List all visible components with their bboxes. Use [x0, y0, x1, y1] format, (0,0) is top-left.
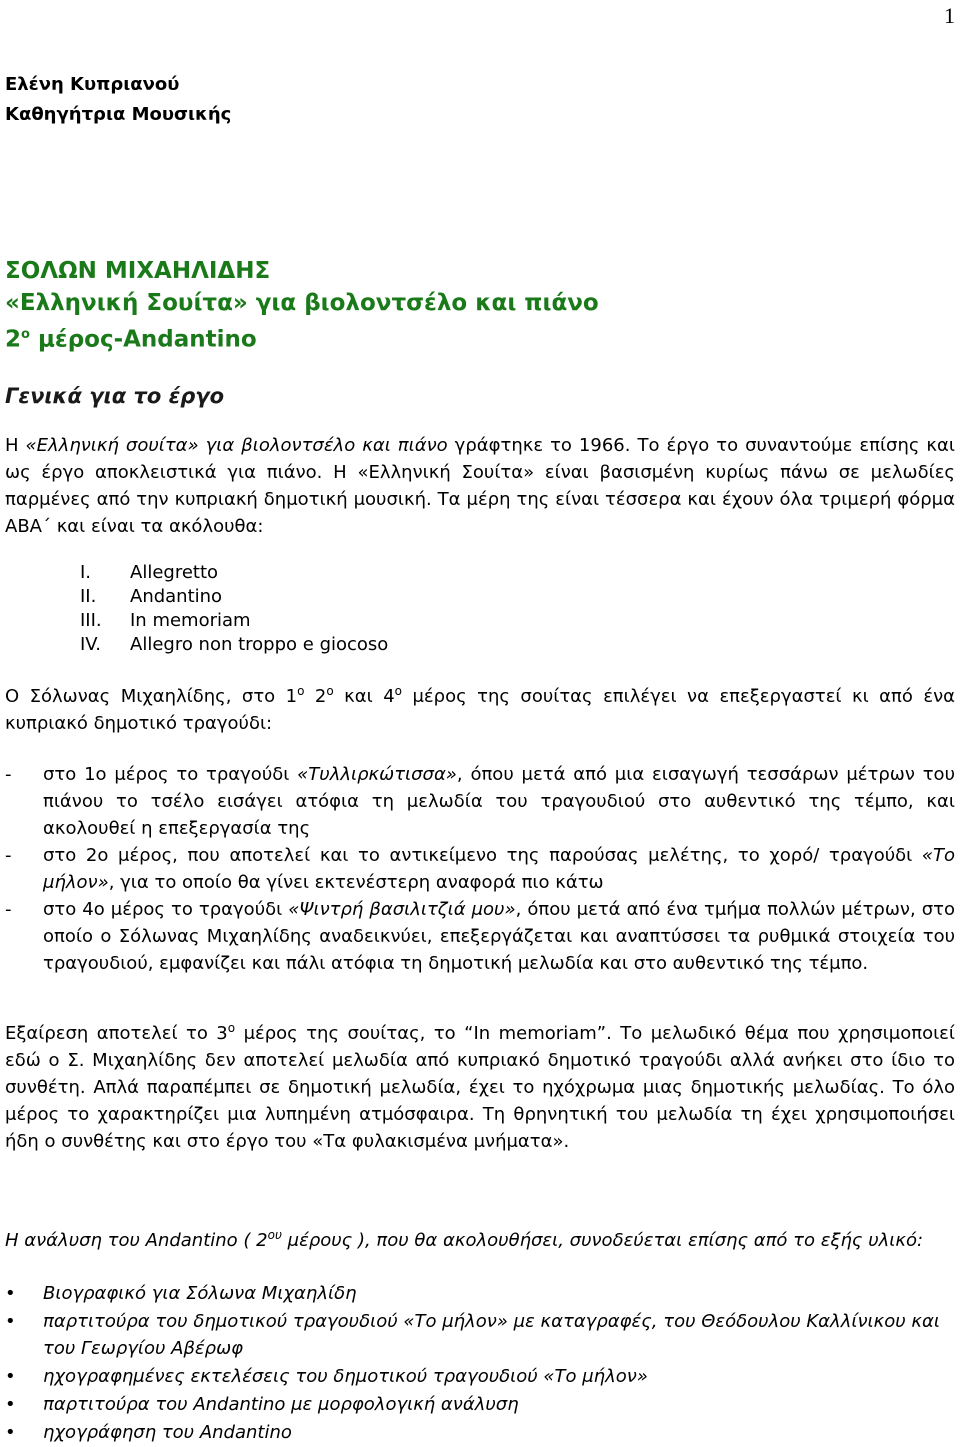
movement-name: Allegretto: [130, 562, 219, 583]
movement-name: Andantino: [130, 586, 223, 607]
author-name: Ελένη Κυπριανού: [5, 74, 180, 95]
dash-item: [5, 761, 955, 842]
intro-paragraph: [5, 432, 955, 540]
bullet-text: ηχογραφημένες εκτελέσεις του δημοτικού τραγουδιού «Το μήλον»: [43, 1366, 648, 1387]
dash-text: , για το οποίο θα γίνει εκτενέστερη αναφορά πιο κάτω: [108, 872, 604, 893]
intro-text-italic: «Ελληνική σουίτα» για βιολοντσέλο και πιάνο: [25, 435, 448, 456]
para3-sup: ο: [227, 1021, 236, 1035]
song-title: «Το μήλον»: [43, 845, 955, 893]
title-movement-sup: ο: [21, 327, 30, 342]
songs-intro-paragraph: [5, 683, 955, 737]
movement-item: [80, 609, 388, 633]
title-block: [5, 255, 599, 356]
bullet-marker: •: [5, 1422, 16, 1443]
title-composer: ΣΟΛΩΝ ΜΙΧΑΗΛΙΔΗΣ: [5, 258, 271, 284]
in-memoriam-paragraph: [5, 1020, 955, 1155]
dash-item: [5, 842, 955, 896]
title-movement-number: 2: [5, 326, 22, 353]
title-movement-name: μέρος-Andantino: [29, 326, 257, 353]
bullet-text: Βιογραφικό για Σόλωνα Μιχαηλίδη: [43, 1283, 357, 1304]
dash-item-text: [43, 761, 955, 842]
page-number: 1: [944, 3, 955, 28]
para2-text: Ο Σόλωνας Μιχαηλίδης, στο 1: [5, 686, 298, 707]
intro-text-a: Η: [5, 435, 26, 456]
dash-text: στο 2ο μέρος, που αποτελεί και το αντικείμενο της παρούσας μελέτης, το χορό/ τραγούδι: [43, 845, 922, 866]
para2-text: 2: [304, 686, 327, 707]
movement-number: I.: [80, 562, 92, 583]
materials-bullet-list: [5, 1280, 955, 1447]
para2-sup: ο: [326, 684, 334, 698]
bullet-text: ηχογράφηση του Andantino: [43, 1422, 292, 1443]
dash-marker: -: [5, 764, 12, 785]
movement-item: [80, 561, 388, 585]
dash-text: , όπου μετά από μια εισαγωγή τεσσάρων μέτρων του πιάνου το τσέλο εισάγει ατόφια τη μελωδία του τραγουδιού στο αυθεντικό της τέμπο, και ακολουθεί η επεξεργασία της: [43, 764, 955, 839]
para4-text: Η ανάλυση του Andantino ( 2: [5, 1230, 268, 1251]
bullet-item: [5, 1280, 955, 1307]
para4-sup: ου: [267, 1228, 282, 1242]
bullet-marker: •: [5, 1283, 16, 1304]
dash-text: , όπου μετά από ένα τμήμα πολλών μέτρων, στο οποίο ο Σόλωνας Μιχαηλίδης αναδεικνύει, επεξεργάζεται και αναπτύσσει τα ρυθμικά στοιχεία του τραγουδιού, εμφανίζει και πάλι ατόφια τη δημοτική μελωδία και στο αυθεντικό της τέμπο.: [43, 899, 955, 974]
bullet-item: [5, 1308, 955, 1362]
para3-text: μέρος της σουίτας, το “In memoriam”. Το μελωδικό θέμα που χρησιμοποιεί εδώ ο Σ. Μιχαηλίδης δεν αποτελεί μελωδία από κυπριακό δημοτικό τραγούδι αλλά ανήκει στο ίδιο το συνθέτη. Απλά παραπέμπει σε δημοτική μελωδία, έχει το ηχόχρωμα μιας δημοτικής μελωδίας. Το όλο μέρος το χαρακτηρίζει μια λυπημένη ατμόσφαιρα. Τη θρηνητική του μελωδία τη έχει χρησιμοποιήσει ήδη ο συνθέτης και στο έργο του «Τα φυλακισμένα μνήματα».: [5, 1023, 956, 1152]
intro-text-c: γράφτηκε το 1966. Το έργο το συναντούμε επίσης και ως έργο αποκλειστικά για πιάνο. Η «Ελληνική Σουίτα» είναι βασισμένη κυρίως πάνω σε μελωδίες παρμένες από την κυπριακή δημοτική μουσική. Τα μέρη της είναι τέσσερα και έχουν όλα τριμερή φόρμα ΑΒΑ΄ και είναι τα ακόλουθα:: [5, 435, 955, 537]
title-movement: [5, 319, 599, 356]
dash-item: [5, 896, 955, 977]
songs-dash-list: [5, 761, 955, 977]
section-heading: Γενικά για το έργο: [5, 384, 225, 408]
bullet-marker: •: [5, 1366, 16, 1387]
song-title: «Ψιντρή βασιλιτζιά μου»: [288, 899, 516, 920]
dash-text: στο 4ο μέρος το τραγούδι: [43, 899, 289, 920]
movement-name: In memoriam: [130, 610, 251, 631]
para2-text: και 4: [333, 686, 395, 707]
dash-item-text: [43, 842, 955, 896]
bullet-marker: •: [5, 1311, 16, 1332]
bullet-item: [5, 1391, 955, 1418]
dash-item-text: [43, 896, 955, 977]
para2-sup: ο: [394, 684, 403, 698]
bullet-text: παρτιτούρα του Andantino με μορφολογική ανάλυση: [43, 1394, 519, 1415]
para3-text: Εξαίρεση αποτελεί το 3: [5, 1023, 228, 1044]
para2-sup: ο: [297, 684, 305, 698]
movement-item: [80, 633, 388, 657]
movement-name: Allegro non troppo e giocoso: [130, 634, 389, 655]
para4-text: μέρους ), που θα ακολουθήσει, συνοδεύεται επίσης από το εξής υλικό:: [281, 1230, 924, 1251]
author-block: [5, 70, 231, 130]
dash-marker: -: [5, 845, 12, 866]
author-role: Καθηγήτρια Μουσικής: [5, 104, 232, 125]
movement-number: III.: [80, 610, 102, 631]
movements-list: [80, 561, 388, 657]
bullet-item: [5, 1363, 955, 1390]
dash-marker: -: [5, 899, 12, 920]
movement-number: IV.: [80, 634, 102, 655]
movement-number: II.: [80, 586, 97, 607]
bullet-marker: •: [5, 1394, 16, 1415]
title-work: «Ελληνική Σουίτα» για βιολοντσέλο και πιάνο: [5, 290, 599, 316]
dash-text: στο 1ο μέρος το τραγούδι: [43, 764, 298, 785]
bullet-text: παρτιτούρα του δημοτικού τραγουδιού «Το μήλον» με καταγραφές, του Θεόδουλου Καλλίνικου και του Γεωργίου Αβέρωφ: [43, 1311, 940, 1359]
para2-text: μέρος της σουίτας επιλέγει να επεξεργαστεί κι από ένα κυπριακό δημοτικό τραγούδι:: [5, 686, 955, 734]
song-title: «Τυλλιρκώτισσα»: [297, 764, 457, 785]
bullet-item: [5, 1419, 955, 1446]
analysis-intro-paragraph: [5, 1227, 955, 1254]
movement-item: [80, 585, 388, 609]
